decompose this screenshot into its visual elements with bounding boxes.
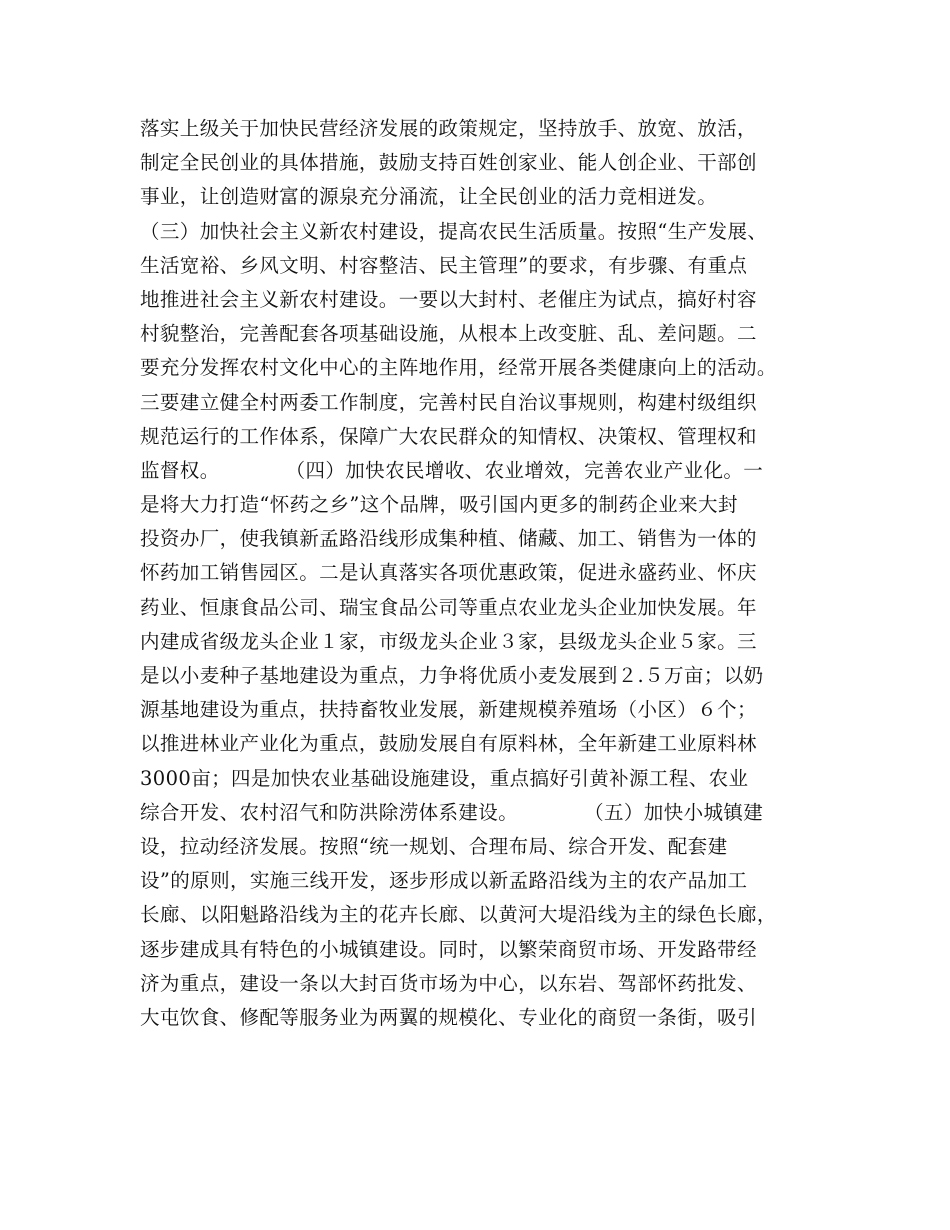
text-line: 事业，让创造财富的源泉充分涌流，让全民创业的活力竞相迸发。 bbox=[140, 185, 718, 209]
text-line: 设，拉动经济发展。按照“统一规划、合理布局、综合开发、配套建 bbox=[140, 834, 728, 858]
text-line: 长廊、以阳魁路沿线为主的花卉长廊、以黄河大堤沿线为主的绿色长廊， bbox=[140, 903, 777, 927]
text-line: 怀药加工销售园区。二是认真落实各项优惠政策，促进永盛药业、怀庆 bbox=[140, 561, 757, 585]
text-line: 逐步建成具有特色的小城镇建设。同时，以繁荣商贸市场、开发路带经 bbox=[140, 937, 757, 961]
text-line: 内建成省级龙头企业１家，市级龙头企业３家，县级龙头企业５家。三 bbox=[140, 629, 757, 653]
text-line: 三要建立健全村两委工作制度，完善村民自治议事规则，构建村级组织 bbox=[140, 390, 757, 414]
text-line: 规范运行的工作体系，保障广大农民群众的知情权、决策权、管理权和 bbox=[140, 424, 757, 448]
text-line: 以推进林业产业化为重点，鼓励发展自有原料林，全年新建工业原料林 bbox=[140, 732, 757, 756]
text-line: 济为重点，建设一条以大封百货市场为中心，以东岩、驾部怀药批发、 bbox=[140, 971, 757, 995]
text-line: 要充分发挥农村文化中心的主阵地作用，经常开展各类健康向上的活动。 bbox=[140, 356, 777, 380]
text-line: 制定全民创业的具体措施，鼓励支持百姓创家业、能人创企业、干部创 bbox=[140, 151, 757, 175]
text-line: 大屯饮食、修配等服务业为两翼的规模化、专业化的商贸一条街，吸引 bbox=[140, 1005, 757, 1029]
text-line: （三）加快社会主义新农村建设，提高农民生活质量。按照“生产发展、 bbox=[140, 219, 768, 243]
text-line: 3000亩；四是加快农业基础设施建设，重点搞好引黄补源工程、农业 bbox=[140, 766, 749, 790]
text-line: 监督权。 （四）加快农民增收、农业增效，完善农业产业化。一 bbox=[140, 458, 764, 482]
text-line: 投资办厂，使我镇新孟路沿线形成集种植、储藏、加工、销售为一体的 bbox=[140, 527, 757, 551]
text-line: 是将大力打造“怀药之乡”这个品牌，吸引国内更多的制药企业来大封 bbox=[140, 493, 738, 517]
text-line: 药业、恒康食品公司、瑞宝食品公司等重点农业龙头企业加快发展。年 bbox=[140, 595, 757, 619]
text-line: 生活宽裕、乡风文明、村容整洁、民主管理”的要求，有步骤、有重点 bbox=[140, 253, 748, 277]
text-line: 综合开发、农村沼气和防洪除涝体系建设。 （五）加快小城镇建 bbox=[140, 800, 764, 824]
text-line: 落实上级关于加快民营经济发展的政策规定，坚持放手、放宽、放活， bbox=[140, 117, 757, 140]
text-line: 是以小麦种子基地建设为重点，力争将优质小麦发展到２.５万亩；以奶 bbox=[140, 664, 764, 687]
body-text bbox=[140, 112, 830, 1035]
text-line: 源基地建设为重点，扶持畜牧业发展，新建规模养殖场（小区）６个； bbox=[140, 698, 757, 722]
text-line: 设”的原则，实施三线开发，逐步形成以新孟路沿线为主的农产品加工 bbox=[140, 869, 748, 893]
text-line: 村貌整治，完善配套各项基础设施，从根本上改变脏、乱、差问题。二 bbox=[140, 322, 757, 346]
text-line: 地推进社会主义新农村建设。一要以大封村、老催庄为试点，搞好村容 bbox=[140, 287, 757, 311]
